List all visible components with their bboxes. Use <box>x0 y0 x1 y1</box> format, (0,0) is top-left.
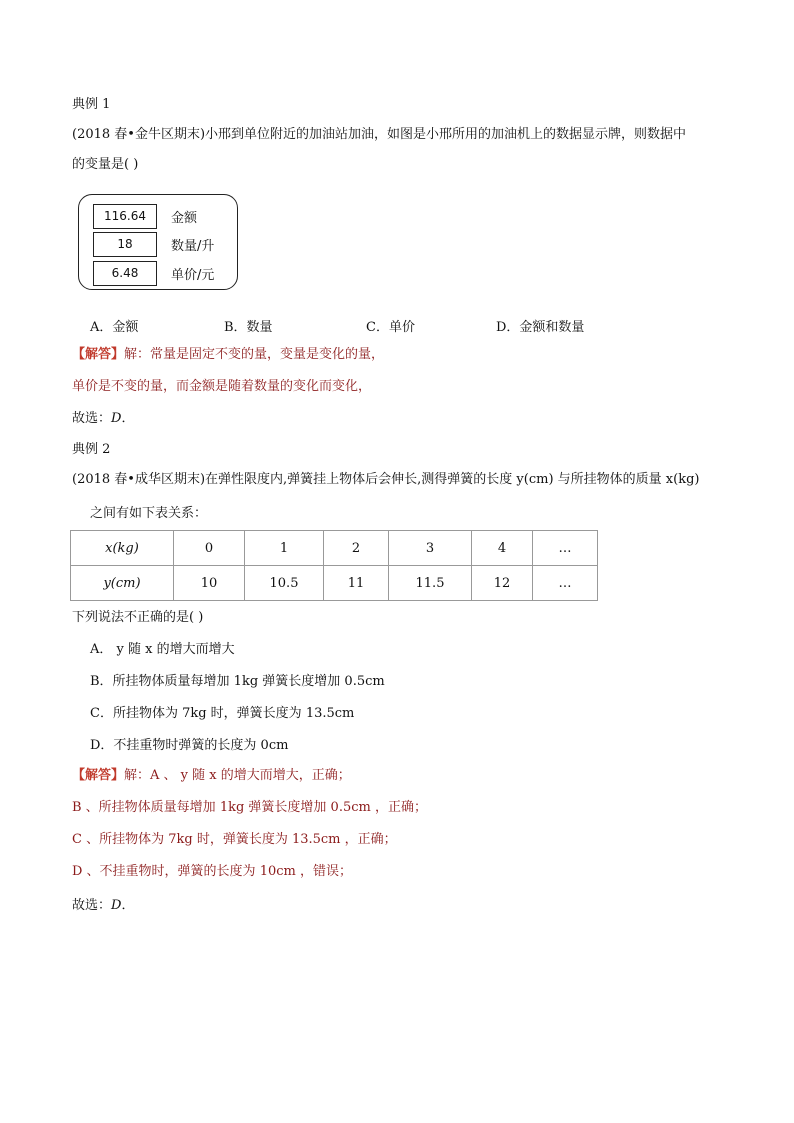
answer-tag: 【解答】 <box>72 347 125 362</box>
table-cell: … <box>533 531 598 566</box>
answer-text: 解：A 、 y 随 x 的增大而增大，正确； <box>124 768 351 783</box>
example1-answer-line2: 单价是不变的量，而金额是随着数量的变化而变化， <box>72 379 372 394</box>
example1-answer-line1 <box>72 346 384 364</box>
display-value-amount: 116.64 <box>93 204 157 229</box>
example1-option-d: D．金额和数量 <box>496 320 585 335</box>
example1-question-line1: (2018 春•金牛区期末)小邢到单位附近的加油站加油，如图是小邢所用的加油机上的数据显示牌，则数据中 <box>72 127 687 142</box>
table-cell: 1 <box>245 531 324 566</box>
final-choose-suffix: ． <box>121 898 135 913</box>
display-label-quantity: 数量/升 <box>171 239 215 254</box>
example2-heading: 典例 2 <box>72 442 111 457</box>
example1-option-c: C．单价 <box>366 320 415 335</box>
display-label-unit-price: 单价/元 <box>171 268 215 283</box>
answer-choose-suffix: ． <box>121 411 135 426</box>
table-cell: 4 <box>472 531 533 566</box>
answer-tag: 【解答】 <box>72 768 125 783</box>
example2-final <box>72 897 134 915</box>
table-cell: y(cm) <box>71 566 174 601</box>
table-cell: 2 <box>324 531 389 566</box>
example2-answer-line1 <box>72 767 351 785</box>
table-cell: 0 <box>174 531 245 566</box>
spring-data-table <box>70 530 598 601</box>
display-value-unit-price: 6.48 <box>93 261 157 286</box>
example1-option-a: A．金额 <box>90 320 139 335</box>
example1-option-b: B．数量 <box>224 320 273 335</box>
answer-text: 解：常量是固定不变的量，变量是变化的量， <box>124 347 385 362</box>
final-choice: D <box>111 898 122 913</box>
example2-question-line2: 之间有如下表关系： <box>90 506 208 521</box>
table-cell: 11 <box>324 566 389 601</box>
table-cell: 10 <box>174 566 245 601</box>
table-cell: x(kg) <box>71 531 174 566</box>
example2-answer-line3: C 、所挂物体为 7kg 时，弹簧长度为 13.5cm ，正确； <box>72 832 397 847</box>
example2-option-b: B．所挂物体质量每增加 1kg 弹簧长度增加 0.5cm <box>90 674 385 689</box>
example2-option-a: A． y 随 x 的增大而增大 <box>90 642 235 657</box>
display-value-quantity: 18 <box>93 232 157 257</box>
table-cell: 10.5 <box>245 566 324 601</box>
example2-option-d: D．不挂重物时弹簧的长度为 0cm <box>90 738 289 753</box>
table-cell: 11.5 <box>389 566 472 601</box>
display-label-amount: 金额 <box>171 211 198 226</box>
example2-option-c: C．所挂物体为 7kg 时，弹簧长度为 13.5cm <box>90 706 355 721</box>
example1-heading: 典例 1 <box>72 97 111 112</box>
example1-question-line2: 的变量是( ) <box>72 157 139 172</box>
example2-prompt: 下列说法不正确的是( ) <box>72 610 204 625</box>
table-row-y <box>71 566 598 601</box>
fuel-pump-display <box>78 194 238 290</box>
answer-choice: D <box>111 411 122 426</box>
table-cell: 12 <box>472 566 533 601</box>
example2-answer-line4: D 、不挂重物时，弹簧的长度为 10cm ，错误； <box>72 864 352 879</box>
table-cell: 3 <box>389 531 472 566</box>
table-row-x <box>71 531 598 566</box>
example2-question-line1: (2018 春•成华区期末)在弹性限度内,弹簧挂上物体后会伸长,测得弹簧的长度 y(cm) 与所挂物体的质量 x(kg) <box>72 472 700 487</box>
final-choose-prefix: 故选： <box>72 898 112 913</box>
example1-answer-line3 <box>72 410 134 428</box>
answer-choose-prefix: 故选： <box>72 411 112 426</box>
table-cell: … <box>533 566 598 601</box>
example2-answer-line2: B 、所挂物体质量每增加 1kg 弹簧长度增加 0.5cm ，正确； <box>72 800 427 815</box>
